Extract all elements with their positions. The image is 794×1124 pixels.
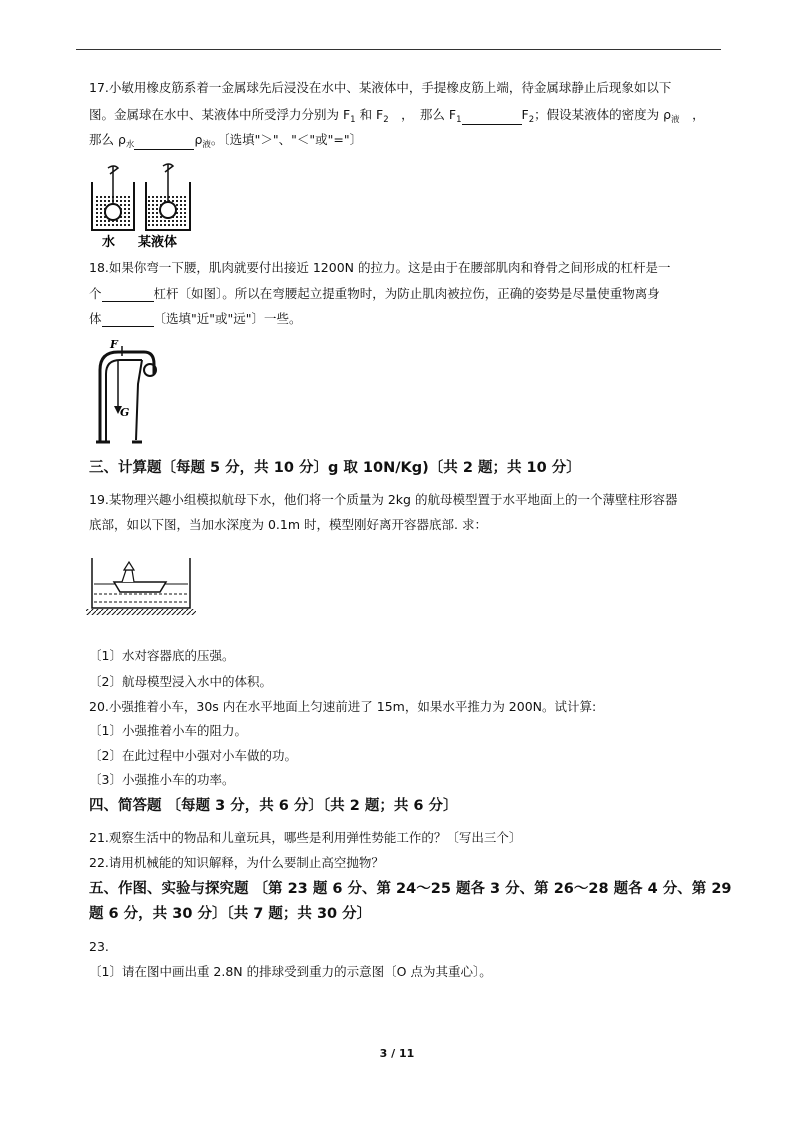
section-3-title: 三、计算题〔每题 5 分，共 10 分〕g 取 10N/Kg)〔共 2 题；共 10 分〕 bbox=[89, 460, 581, 476]
q20-part3: 〔3〕小强推小车的功率。 bbox=[89, 772, 235, 787]
fig-label-g: G bbox=[120, 406, 130, 419]
q23-number: 23. bbox=[89, 939, 109, 954]
q19-part1: 〔1〕水对容器底的压强。 bbox=[89, 648, 235, 663]
q20-part2: 〔2〕在此过程中小强对小车做的功。 bbox=[89, 748, 297, 763]
q20-part1: 〔1〕小强推着小车的阻力。 bbox=[89, 723, 247, 738]
fig-label-water: 水 bbox=[102, 235, 116, 250]
fig-label-liquid: 某液体 bbox=[138, 235, 178, 250]
q17-blank-1[interactable] bbox=[462, 111, 522, 125]
q19-figure bbox=[86, 556, 196, 620]
q17-blank-2[interactable] bbox=[134, 136, 194, 150]
section-5-title-line1: 五、作图、实验与探究题 〔第 23 题 6 分、第 24～25 题各 3 分、第 26～28 题各 4 分、第 29 bbox=[89, 881, 732, 897]
q17-line2: 图。金属球在水中、某液体中所受浮力分别为 $F_1$ 和 $F_2$ ， 那么 $F_1$ $F_2$；假设某液体的密度为 $\rho_液$ ， bbox=[89, 107, 705, 125]
q17-line1: 17.小敏用橡皮筋系着一金属球先后浸没在水中、某液体中，手提橡皮筋上端，待金属球静止后现象如以下 bbox=[89, 80, 672, 95]
q23-part1: 〔1〕请在图中画出重 2.8N 的排球受到重力的示意图〔O 点为其重心〕。 bbox=[89, 964, 492, 979]
q18-line1: 18.如果你弯一下腰，肌肉就要付出接近 1200N 的拉力。这是由于在腰部肌肉和脊骨之间形成的杠杆是一 bbox=[89, 260, 671, 275]
q20-line1: 20.小强推着小车，30s 内在水平地面上匀速前进了 15m，如果水平推力为 200N。试计算: bbox=[89, 699, 597, 714]
q19-part2: 〔2〕航母模型浸入水中的体积。 bbox=[89, 674, 272, 689]
q19-line1: 19.某物理兴趣小组模拟航母下水，他们将一个质量为 2kg 的航母模型置于水平地面上的一个薄壁柱形容器 bbox=[89, 492, 678, 507]
fig-label-f: F bbox=[110, 340, 118, 351]
q17-figure bbox=[88, 160, 198, 250]
section-5-title-line2: 题 6 分，共 30 分〕〔共 7 题；共 30 分〕 bbox=[89, 906, 372, 922]
q22-text: 22.请用机械能的知识解释，为什么要制止高空抛物？ bbox=[89, 855, 384, 870]
q19-line2: 底部，如以下图，当加水深度为 0.1m 时，模型刚好离开容器底部. 求： bbox=[89, 517, 487, 532]
q18-line2: 个 杠杆〔如图〕。所以在弯腰起立提重物时，为防止肌肉被拉伤，正确的姿势是尽量使重物离身 bbox=[89, 286, 660, 301]
section-4-title: 四、简答题 〔每题 3 分，共 6 分〕〔共 2 题；共 6 分〕 bbox=[89, 798, 458, 814]
q18-blank-2[interactable] bbox=[102, 313, 154, 327]
q18-blank-1[interactable] bbox=[102, 288, 154, 302]
page-number: 3 / 11 bbox=[379, 1047, 415, 1060]
header-rule bbox=[76, 49, 721, 50]
q18-line3: 体 〔选填"近"或"远"〕一些。 bbox=[89, 311, 302, 326]
q18-figure bbox=[92, 340, 162, 448]
q17-line3: 那么 $\rho_水$ $\rho_液$。〔选填"＞"、"＜"或"="〕 bbox=[89, 132, 363, 150]
q21-text: 21.观察生活中的物品和儿童玩具，哪些是利用弹性势能工作的？〔写出三个〕 bbox=[89, 830, 522, 845]
